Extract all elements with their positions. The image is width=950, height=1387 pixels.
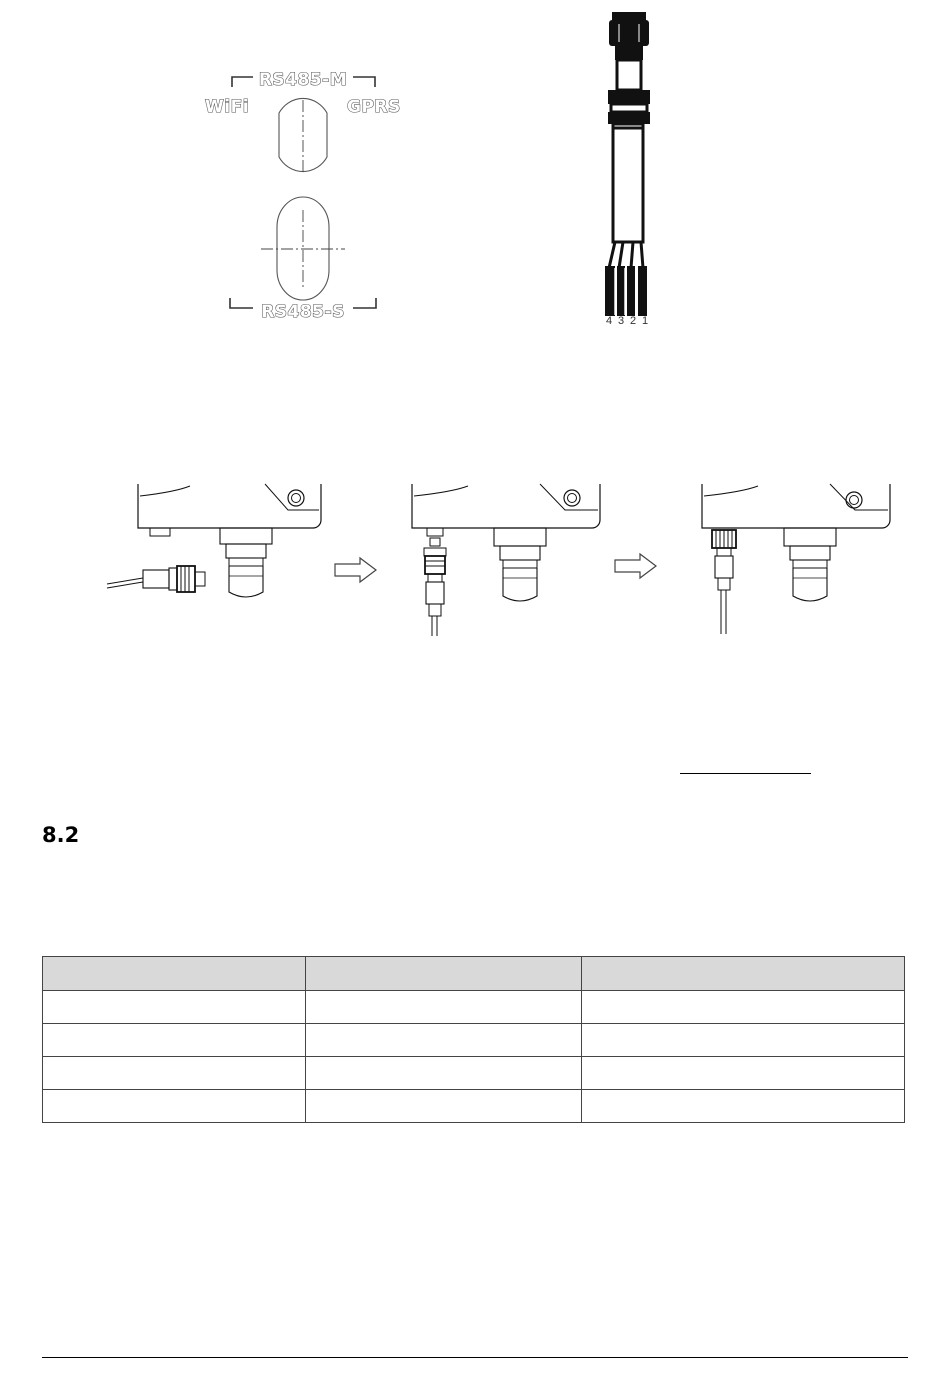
port-layout-diagram [195,60,425,330]
label-gprs: GPRS [347,97,401,117]
table-row [43,991,905,1024]
table-row [43,1090,905,1123]
connection-step-1-drawing [105,480,335,610]
connection-step-3-drawing [690,480,900,640]
step-arrow-2 [614,553,658,579]
label-wifi: WiFi [205,97,250,117]
link-underline [680,773,811,774]
table-cell [43,1057,306,1090]
table-row [43,1057,905,1090]
table-cell [582,1024,905,1057]
spec-table [42,956,905,1123]
table-cell [43,991,306,1024]
pin-number-4: 4 [606,315,613,327]
pin-number-2: 2 [630,315,637,327]
rs485-cable-drawing [595,10,665,330]
pin-number-1: 1 [642,315,649,327]
footer-divider [42,1357,908,1358]
table-header-cell [305,957,582,991]
table-cell [582,1090,905,1123]
table-cell [43,1024,306,1057]
table-cell [582,1057,905,1090]
table-cell [582,991,905,1024]
table-cell [305,1024,582,1057]
label-rs485-m: RS485-M [258,70,348,90]
connection-step-2-drawing [400,480,610,640]
table-row [43,1024,905,1057]
table-header-row [43,957,905,991]
table-header-cell [582,957,905,991]
step-arrow-1 [334,557,378,583]
table-cell [305,991,582,1024]
table-header-cell [43,957,306,991]
pin-number-3: 3 [618,315,625,327]
table-cell [305,1090,582,1123]
table-cell [305,1057,582,1090]
table-cell [43,1090,306,1123]
label-rs485-s: RS485-S [261,302,345,322]
section-number: 8.2 [42,823,80,847]
